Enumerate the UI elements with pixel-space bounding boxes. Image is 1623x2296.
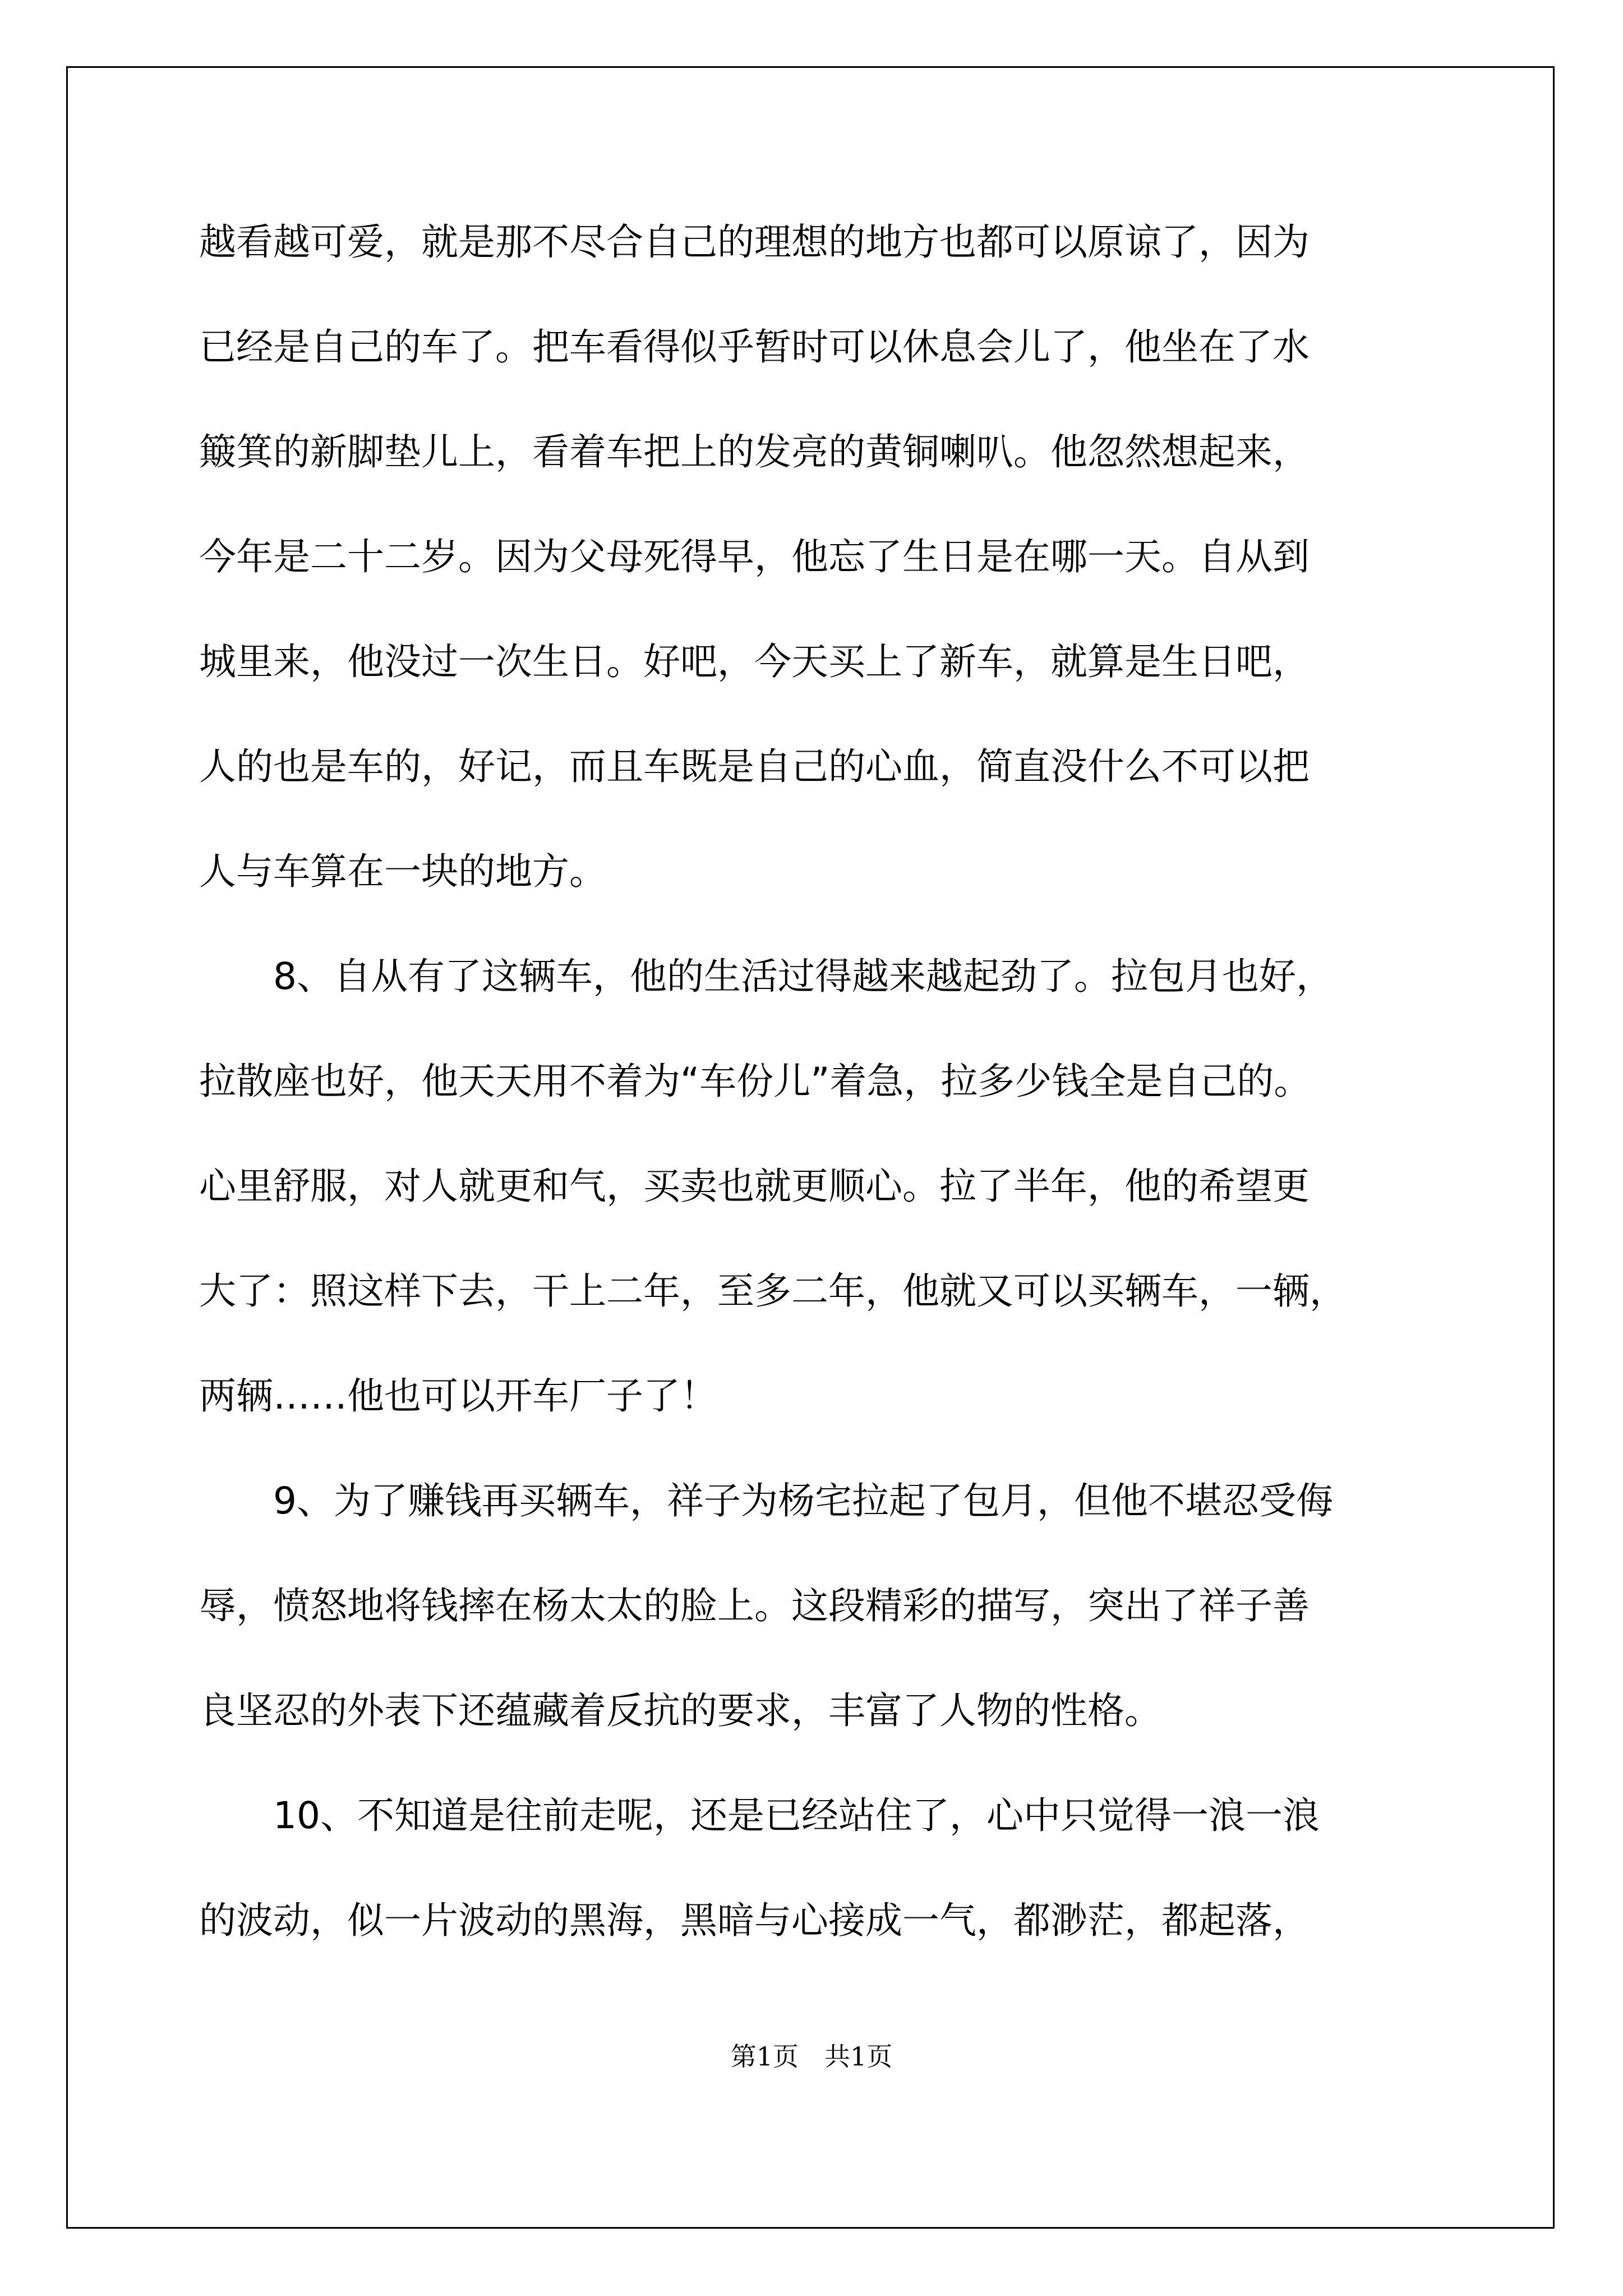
text-line: 的波动，似一片波动的黑海，黑暗与心接成一气，都渺茫，都起落， — [199, 1899, 1310, 1942]
text-line: 10、不知道是往前走呢，还是已经站住了，心中只觉得一浪一浪 — [273, 1794, 1320, 1837]
text-line: 大了：照这样下去，干上二年，至多二年，他就又可以买辆车，一辆， — [199, 1269, 1347, 1313]
text-line: 今年是二十二岁。因为父母死得早，他忘了生日是在哪一天。自从到 — [199, 535, 1310, 578]
text-line: 簸箕的新脚垫儿上，看着车把上的发亮的黄铜喇叭。他忽然想起来， — [199, 430, 1310, 473]
page-footer: 第1页 共1页 — [730, 2041, 893, 2072]
text-line: 拉散座也好，他天天用不着为“车份儿”着急，拉多少钱全是自己的。 — [199, 1060, 1311, 1103]
text-line: 城里来，他没过一次生日。好吧，今天买上了新车，就算是生日吧， — [199, 640, 1310, 683]
text-line: 8、自从有了这辆车，他的生活过得越来越起劲了。拉包月也好， — [273, 955, 1333, 998]
text-line: 越看越可爱，就是那不尽合自己的理想的地方也都可以原谅了，因为 — [199, 220, 1310, 264]
text-line: 人的也是车的，好记，而且车既是自己的心血，简直没什么不可以把 — [199, 745, 1310, 788]
paragraph — [199, 1475, 1424, 1789]
text-line: 心里舒服，对人就更和气，买卖也就更顺心。拉了半年，他的希望更 — [199, 1165, 1310, 1208]
paragraph — [199, 950, 1424, 1475]
text-line: 辱，愤怒地将钱摔在杨太太的脸上。这段精彩的描写，突出了祥子善 — [199, 1584, 1310, 1627]
text-line: 两辆……他也可以开车厂子了！ — [199, 1374, 717, 1418]
document-body — [199, 216, 1424, 1999]
text-line: 人与车算在一块的地方。 — [199, 850, 606, 893]
text-line: 良坚忍的外表下还蕴藏着反抗的要求，丰富了人物的性格。 — [199, 1689, 1161, 1732]
paragraph — [199, 216, 1424, 950]
text-line: 9、为了赚钱再买辆车，祥子为杨宅拉起了包月，但他不堪忍受侮 — [273, 1479, 1333, 1522]
paragraph — [199, 1789, 1424, 1999]
text-line: 已经是自己的车了。把车看得似乎暂时可以休息会儿了，他坐在了水 — [199, 325, 1310, 369]
